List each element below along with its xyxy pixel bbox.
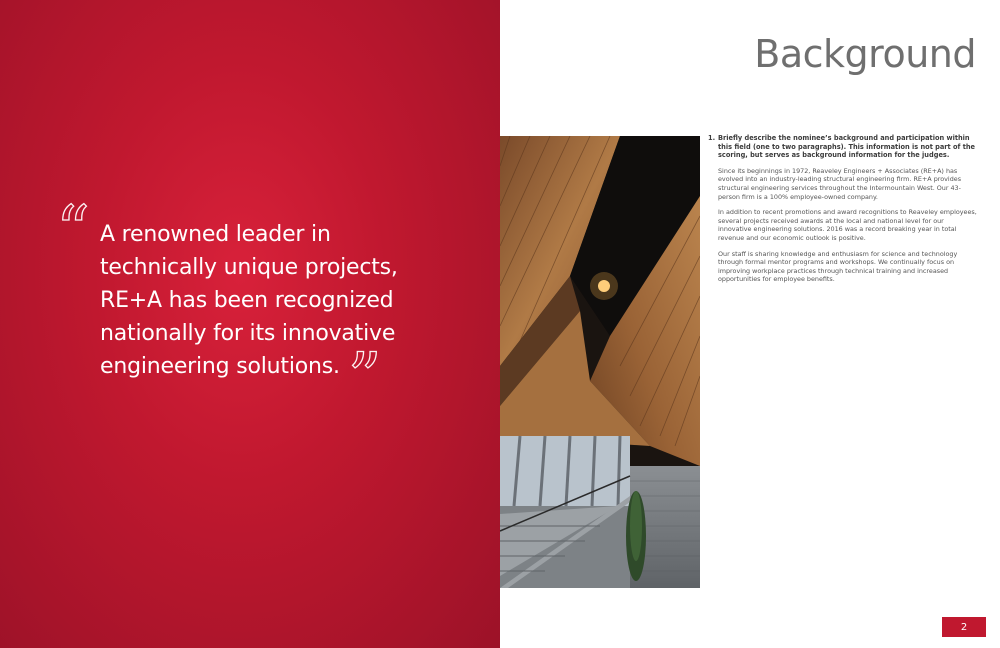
quote-line: RE+A has been recognized [100, 288, 394, 313]
paragraph: Our staff is sharing knowledge and enthusiasm for science and technology through formal mentor programs and workshops. We continually focus on improving workplace practices through technical training and increased opportunities for employee benefits. [718, 249, 958, 284]
paragraph: In addition to recent promotions and award recognitions to Reaveley employees, several projects received awards at the local and national level for our innovative engineering solutions. 2016 was a record breaking year in total revenue and our economic outlook is positive. [718, 208, 977, 242]
quote-line: technically unique projects, [100, 255, 398, 280]
quote-line: engineering solutions. [100, 354, 340, 379]
open-quote-icon: “ [56, 192, 90, 269]
pull-quote [56, 192, 476, 416]
question-item [708, 134, 978, 160]
photo-illustration [500, 136, 700, 588]
close-quote-icon: ” [347, 339, 382, 416]
quote-line-last [100, 339, 476, 416]
page-number-badge: 2 [942, 617, 986, 637]
question-text: Briefly describe the nominee’s background and participation within this field (one to two paragraphs). This information is not part of the scoring, but serves as background information for the judges. [718, 134, 976, 160]
page-title: Background [754, 32, 976, 76]
paragraph: Since its beginnings in 1972, Reaveley Engineers + Associates (RE+A) has evolved into an industry-leading structural engineering firm. RE+A provides structural engineering services throughout the Intermountain West. Our 43-person firm is a 100% employee-owned company. [718, 166, 962, 201]
question-number: 1. [708, 134, 716, 142]
content-panel [500, 0, 1000, 648]
quote-line: A renowned leader in [100, 222, 331, 247]
building-interior-photo [500, 136, 700, 588]
quote-line: nationally for its innovative [100, 321, 396, 346]
pull-quote-text [100, 218, 476, 416]
background-section [708, 134, 978, 284]
